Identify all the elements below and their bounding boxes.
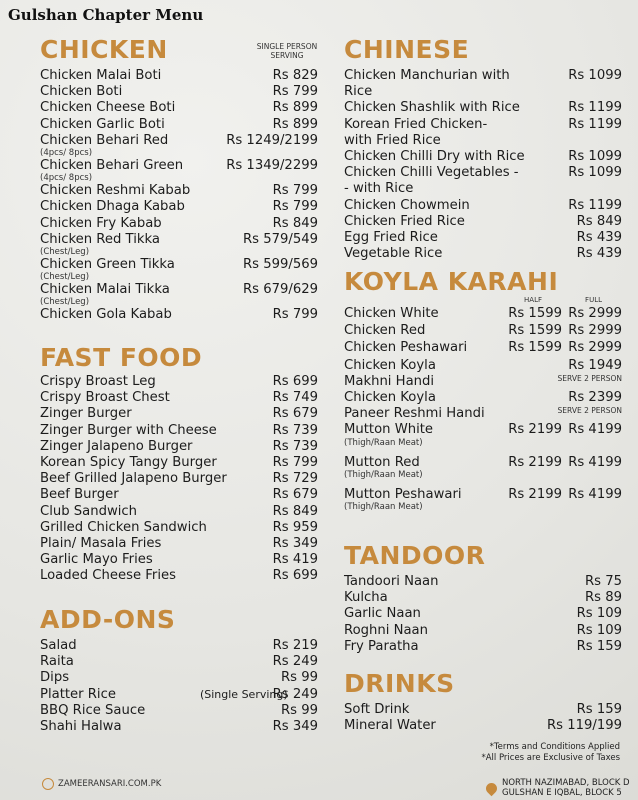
item-price: Rs 829 (272, 68, 318, 83)
item-name: Plain/ Masala Fries (40, 536, 162, 552)
item-price: Rs 419 (272, 552, 318, 568)
address-line-1: NORTH NAZIMABAD, BLOCK D (502, 778, 630, 788)
item-name: Fry Paratha (344, 638, 419, 654)
item-price: Rs 99 (280, 670, 318, 686)
address-line-2: GULSHAN E IQBAL, BLOCK 5 (502, 788, 622, 798)
half-price: Rs 2199 (508, 486, 562, 502)
item-name: Chicken Red Tikka (40, 231, 160, 247)
item-price: Rs 1099 (568, 68, 622, 83)
item-name: Chicken Behari Red (40, 132, 169, 148)
item-name: Korean Fried Chicken- (344, 116, 488, 132)
address-footer (486, 778, 630, 798)
item-name: Tandoori Naan (344, 574, 439, 589)
item-note: (Single Serving) (199, 687, 288, 701)
menu-item (344, 149, 622, 165)
menu-item (40, 117, 318, 133)
item-subnote: (Thigh/Raan Meat) (344, 469, 423, 480)
serves-note: SERVE 2 PERSON (557, 373, 622, 383)
fastfood-section (40, 344, 318, 585)
item-price: Rs 109 (576, 606, 622, 622)
item-name: Beef Grilled Jalapeno Burger (40, 471, 227, 487)
menu-item (40, 374, 318, 390)
item-name: Chicken Gola Kabab (40, 307, 172, 323)
item-name: Mineral Water (344, 718, 436, 734)
website-text[interactable]: ZAMEERANSARI.COM.PK (58, 779, 162, 789)
item-price: Rs 349 (272, 719, 318, 735)
item-price: Rs 729 (272, 471, 318, 487)
full-price: Rs 4199 (568, 454, 622, 470)
menu-item (344, 718, 622, 734)
menu-item-special (344, 358, 622, 390)
tandoor-list (344, 574, 622, 655)
item-name: Vegetable Rice (344, 246, 443, 262)
item-price: Rs 849 (272, 215, 318, 231)
item-subnote: (Chest/Leg) (40, 297, 90, 308)
menu-item (40, 282, 318, 307)
item-name: Chicken Reshmi Kabab (40, 183, 191, 199)
item-name: Mutton Peshawari (344, 486, 462, 502)
drinks-list (344, 702, 622, 734)
item-price: Rs 1349/2299 (226, 158, 318, 174)
item-price: Rs 739 (272, 422, 318, 438)
item-name: Zinger Jalapeno Burger (40, 438, 193, 454)
full-price: Rs 2999 (568, 340, 622, 356)
item-name: Crispy Broast Chest (40, 390, 170, 406)
menu-item (344, 623, 622, 639)
item-name: Chicken Peshawari (344, 340, 468, 356)
full-label: FULL (585, 296, 602, 304)
menu-item (344, 702, 622, 718)
menu-item (344, 639, 622, 655)
item-price: Rs 749 (272, 390, 318, 406)
item-subnote: (Thigh/Raan Meat) (344, 502, 423, 513)
half-label: HALF (524, 296, 542, 304)
menu-item (40, 158, 318, 183)
item-price: Rs 249 (272, 686, 318, 702)
item-name: Chicken Dhaga Kabab (40, 199, 185, 215)
item-price: Rs 599/569 (242, 257, 318, 273)
menu-item (344, 198, 622, 214)
chicken-heading: CHICKEN (40, 35, 168, 64)
menu-item (40, 687, 318, 703)
menu-item (40, 552, 318, 568)
item-price: Rs 799 (272, 84, 318, 100)
item-name: Chicken Koyla (344, 390, 436, 406)
item-price: Rs 1249/2199 (226, 132, 318, 148)
item-name-line2: - with Rice (344, 181, 414, 197)
item-price: Rs 959 (272, 519, 318, 535)
tandoor-heading: TANDOOR (344, 541, 486, 570)
menu-item (40, 568, 318, 584)
item-subnote: (4pcs/ 8pcs) (40, 173, 93, 184)
drinks-heading: DRINKS (344, 669, 455, 698)
item-name: Chicken Red (344, 323, 426, 339)
menu-item-special (344, 390, 622, 422)
item-name: Beef Burger (40, 487, 119, 503)
item-name: Loaded Cheese Fries (40, 568, 176, 584)
item-name: Chicken Manchurian with Rice (344, 68, 510, 100)
half-price: Rs 2199 (508, 422, 562, 438)
item-name: BBQ Rice Sauce (40, 702, 146, 718)
half-price: Rs 1599 (508, 340, 562, 356)
item-name: Shahi Halwa (40, 719, 122, 735)
item-name: Chicken Fry Kabab (40, 215, 162, 231)
menu-item (40, 520, 318, 536)
item-name: Chicken Chowmein (344, 197, 470, 213)
item-price: Rs 679/629 (242, 282, 318, 298)
menu-item (40, 100, 318, 116)
item-price: Rs 849 (272, 503, 318, 519)
page-title: Gulshan Chapter Menu (8, 6, 204, 24)
item-price: Rs 849 (576, 213, 622, 229)
item-price: Rs 739 (272, 438, 318, 454)
menu-item (40, 183, 318, 199)
item-name: Chicken White (344, 306, 439, 321)
item-name: Chicken Boti (40, 84, 123, 100)
item-name: Zinger Burger with Cheese (40, 422, 217, 438)
item-name: Garlic Mayo Fries (40, 552, 153, 568)
menu-item (40, 68, 318, 84)
menu-item (40, 439, 318, 455)
menu-item (40, 133, 318, 158)
item-price: Rs 679 (272, 487, 318, 503)
item-name: Club Sandwich (40, 503, 138, 519)
half-price: Rs 1599 (508, 306, 562, 321)
full-price: Rs 2999 (568, 306, 622, 321)
item-name: Mutton White (344, 422, 434, 438)
menu-item (344, 340, 622, 356)
menu-item (40, 257, 318, 282)
menu-item (344, 574, 622, 590)
item-name: Garlic Naan (344, 606, 421, 622)
chicken-list (40, 68, 318, 324)
menu-item (344, 165, 622, 197)
karahi-heading: KOYLA KARAHI (344, 267, 559, 296)
taxes-line: *All Prices are Exclusive of Taxes (481, 753, 620, 763)
menu-item (40, 423, 318, 439)
item-name: Chicken Fried Rice (344, 213, 465, 229)
menu-item (344, 487, 622, 512)
item-name: Mutton Red (344, 454, 420, 470)
item-name: Soft Drink (344, 702, 410, 717)
item-price: Rs 89 (584, 590, 622, 606)
item-name-line2: Paneer Reshmi Handi (344, 406, 485, 422)
item-name: Kulcha (344, 590, 388, 606)
item-price: Rs 1099 (568, 165, 622, 181)
terms-notes (470, 742, 620, 764)
item-subnote: (Chest/Leg) (40, 247, 90, 258)
item-price: Rs 579/549 (242, 231, 318, 247)
item-price: Rs 119/199 (546, 718, 622, 734)
full-price: Rs 4199 (568, 422, 622, 438)
item-price: Rs 159 (576, 702, 622, 717)
menu-item (344, 230, 622, 246)
item-name: Egg Fried Rice (344, 230, 438, 246)
menu-item (40, 84, 318, 100)
item-name: Korean Spicy Tangy Burger (40, 455, 217, 471)
item-name: Salad (40, 638, 77, 653)
item-price: Rs 699 (272, 374, 318, 389)
item-name: Roghni Naan (344, 622, 428, 638)
item-name: Chicken Malai Tikka (40, 282, 170, 298)
addons-list (40, 638, 318, 735)
menu-item (344, 306, 622, 322)
item-price: Rs 99 (280, 702, 318, 718)
menu-item (344, 455, 622, 480)
item-name: Chicken Garlic Boti (40, 116, 165, 132)
item-price: Rs 75 (584, 574, 622, 589)
menu-item (344, 422, 622, 447)
item-price: Rs 219 (272, 638, 318, 653)
item-name: Chicken Chilli Vegetables - (344, 165, 519, 181)
website-footer[interactable] (42, 778, 161, 790)
item-price: Rs 799 (272, 455, 318, 471)
item-price: Rs 109 (576, 622, 622, 638)
menu-item (40, 638, 318, 654)
terms-line: *Terms and Conditions Applied (489, 742, 620, 752)
menu-item (344, 68, 622, 100)
drinks-section (344, 670, 622, 734)
item-name: Raita (40, 654, 74, 670)
menu-item (40, 703, 318, 719)
tandoor-section (344, 542, 622, 655)
item-name-line2: Makhni Handi (344, 373, 435, 389)
item-name: Chicken Cheese Boti (40, 100, 176, 116)
item-name: Chicken Green Tikka (40, 257, 175, 273)
item-price: Rs 699 (272, 568, 318, 584)
item-name: Grilled Chicken Sandwich (40, 519, 207, 535)
item-price: Rs 799 (272, 183, 318, 199)
menu-item (40, 670, 318, 686)
globe-icon (42, 778, 54, 790)
item-price: Rs 249 (272, 654, 318, 670)
item-name: Chicken Malai Boti (40, 68, 162, 83)
item-subnote: (Chest/Leg) (40, 272, 90, 283)
item-name: Dips (40, 670, 70, 686)
item-price: Rs 2399 (568, 390, 622, 406)
item-price: Rs 439 (576, 246, 622, 262)
item-price: Rs 899 (272, 100, 318, 116)
menu-item (40, 307, 318, 323)
location-pin-icon (484, 780, 500, 796)
half-price: Rs 2199 (508, 454, 562, 470)
item-price: Rs 349 (272, 536, 318, 552)
serves-note: SERVE 2 PERSON (557, 406, 622, 416)
menu-item (40, 216, 318, 232)
item-name: Zinger Burger (40, 406, 132, 422)
addons-heading: ADD-ONS (40, 605, 176, 634)
item-price: Rs 679 (272, 406, 318, 422)
item-price: Rs 799 (272, 307, 318, 323)
menu-item (40, 487, 318, 503)
addons-section (40, 606, 318, 735)
karahi-list (344, 306, 622, 512)
menu-item (40, 390, 318, 406)
item-name: Platter Rice (40, 686, 116, 702)
menu-item (40, 654, 318, 670)
item-price: Rs 1949 (568, 357, 622, 373)
menu-item (40, 455, 318, 471)
item-price: Rs 1099 (568, 149, 622, 165)
fastfood-list (40, 374, 318, 585)
item-subnote: (4pcs/ 8pcs) (40, 148, 93, 159)
menu-item (40, 504, 318, 520)
item-price: Rs 899 (272, 116, 318, 132)
chinese-section (344, 36, 622, 262)
item-subnote: (Thigh/Raan Meat) (344, 437, 423, 448)
menu-item (344, 246, 622, 262)
menu-item (40, 232, 318, 257)
item-price: Rs 1199 (568, 100, 622, 116)
serving-note: SINGLE PERSON SERVING (256, 42, 318, 60)
menu-item (344, 590, 622, 606)
menu-item (344, 100, 622, 116)
chicken-section (40, 36, 318, 324)
item-name: Chicken Chilli Dry with Rice (344, 149, 525, 165)
item-name-line2: with Fried Rice (344, 132, 441, 148)
item-price: Rs 799 (272, 199, 318, 215)
menu-item (40, 406, 318, 422)
item-name: Crispy Broast Leg (40, 374, 156, 389)
menu-item (40, 471, 318, 487)
fastfood-heading: FAST FOOD (40, 343, 203, 372)
half-price: Rs 1599 (508, 323, 562, 339)
full-price: Rs 2999 (568, 323, 622, 339)
chinese-list (344, 68, 622, 262)
item-name: Chicken Shashlik with Rice (344, 100, 520, 116)
menu-item (40, 719, 318, 735)
menu-item (344, 214, 622, 230)
chinese-heading: CHINESE (344, 35, 470, 64)
menu-item (344, 323, 622, 339)
item-price: Rs 439 (576, 230, 622, 246)
full-price: Rs 4199 (568, 486, 622, 502)
menu-item (40, 199, 318, 215)
item-name: Chicken Behari Green (40, 158, 184, 174)
menu-item (40, 536, 318, 552)
item-price: Rs 159 (576, 638, 622, 654)
item-name: Chicken Koyla (344, 357, 436, 373)
menu-item (344, 117, 622, 149)
item-price: Rs 1199 (568, 116, 622, 132)
menu-item (344, 606, 622, 622)
item-price: Rs 1199 (568, 197, 622, 213)
karahi-section (344, 268, 622, 519)
